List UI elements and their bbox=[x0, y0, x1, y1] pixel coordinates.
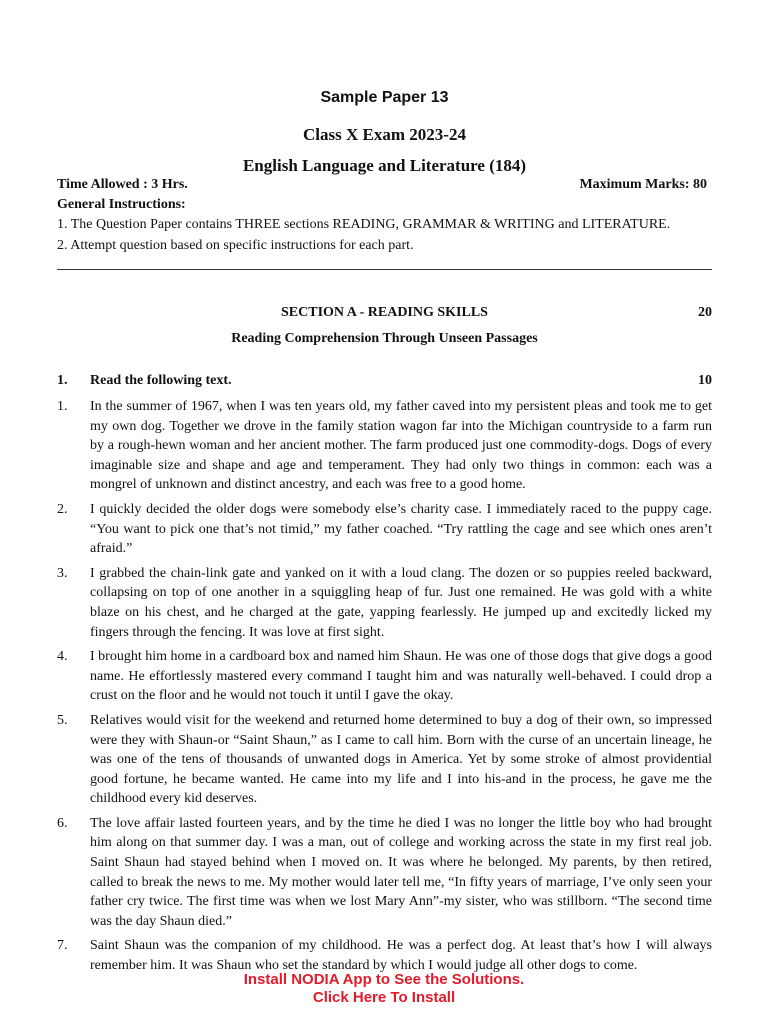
instruction-item: 2. Attempt question based on specific instructions for each part. bbox=[57, 238, 414, 253]
section-marks: 20 bbox=[698, 305, 712, 320]
paragraph-number: 6. bbox=[57, 815, 68, 831]
passage-paragraph bbox=[57, 711, 712, 809]
question-number: 1. bbox=[57, 373, 68, 388]
question-marks: 10 bbox=[698, 373, 712, 388]
passage-paragraph bbox=[57, 936, 712, 975]
install-app-banner[interactable] bbox=[0, 971, 768, 1007]
install-app-link[interactable]: Install NODIA App to See the Solutions. bbox=[243, 971, 525, 988]
click-here-install-link[interactable]: Click Here To Install bbox=[312, 989, 456, 1006]
paragraph-number: 7. bbox=[57, 938, 68, 954]
paragraph-text: Saint Shaun was the companion of my childhood. He was a perfect dog. At least that’s how I will always remember him. It was Shaun who set the standard by which I would judge all other dogs to come. bbox=[90, 938, 712, 974]
time-allowed: Time Allowed : 3 Hrs. bbox=[57, 177, 188, 192]
section-subtitle: Reading Comprehension Through Unseen Passages bbox=[231, 331, 538, 346]
paragraph-number: 4. bbox=[57, 649, 68, 665]
question-text: Read the following text. bbox=[90, 373, 232, 388]
divider-line bbox=[57, 269, 712, 270]
passage-paragraph bbox=[57, 564, 712, 642]
paper-title: Sample Paper 13 bbox=[320, 89, 449, 106]
exam-meta-row bbox=[57, 177, 707, 193]
paragraph-text: I brought him home in a cardboard box and named him Shaun. He was one of those dogs that give dogs a good name. He effortlessly mastered every command I taught him and was naturally well-behaved. I could drop a crust on the floor and he would not touch it until I gave the okay. bbox=[90, 649, 712, 704]
passage bbox=[57, 397, 712, 981]
subject-line: English Language and Literature (184) bbox=[242, 156, 527, 175]
paragraph-number: 2. bbox=[57, 501, 68, 517]
paragraph-number: 3. bbox=[57, 565, 68, 581]
passage-paragraph bbox=[57, 647, 712, 706]
exam-page bbox=[57, 0, 712, 1024]
paragraph-text: The love affair lasted fourteen years, and by the time he died I was no longer the little boy who had brought him along on that summer day. I was a man, out of college and working across the state in my first real job. Saint Shaun had stayed behind when I moved on. It was where he belonged. My parents, by then retired, called to break the news to me. My mother would later tell me, “In fifty years of marriage, I’ve only seen your father cry twice. The first time was when we lost Mary Ann”-my sister, who was stillborn. “The second time was the day Shaun died.” bbox=[90, 815, 712, 929]
paragraph-number: 5. bbox=[57, 712, 68, 728]
paragraph-text: I quickly decided the older dogs were somebody else’s charity case. I immediately raced to the puppy cage. “You want to pick one that’s not timid,” my father coached. “Try rattling the cage and see which ones aren’t afraid.” bbox=[90, 501, 712, 557]
paragraph-text: In the summer of 1967, when I was ten years old, my father caved into my persistent pleas and took me to get my own dog. Together we drove in the family station wagon far into the Michigan countryside to a farm run by a rough-hewn woman and her ancient mother. The farm produced just one commodity-dogs. Dogs of every imaginable size and shape and age and temperament. They had only two things in common: each was a mongrel of unknown and distinct ancestry, and each was free to a good home. bbox=[90, 399, 712, 493]
passage-paragraph bbox=[57, 814, 712, 932]
paragraph-text: I grabbed the chain-link gate and yanked on it with a loud clang. The dozen or so puppies reeled backward, collapsing on top of one another in a squiggling heap of fur. Just one remained. He was gold with a white blaze on his chest, and he charged at the gate, yapping fearlessly. He jumped up and excitedly licked my fingers through the fencing. It was love at first sight. bbox=[90, 565, 712, 640]
class-line: Class X Exam 2023-24 bbox=[303, 125, 466, 144]
maximum-marks: Maximum Marks: 80 bbox=[579, 177, 707, 192]
instruction-item: 1. The Question Paper contains THREE sections READING, GRAMMAR & WRITING and LITERATURE. bbox=[57, 217, 671, 232]
section-title: SECTION A - READING SKILLS bbox=[281, 305, 488, 320]
paragraph-number: 1. bbox=[57, 399, 68, 414]
paragraph-text: Relatives would visit for the weekend and returned home determined to buy a dog of their own, so impressed were they with Shaun-or “Saint Shaun,” as I came to call him. Born with the curse of an uncertain lineage, he was one of the tens of thousands of unwanted dogs in America. Yet by some stroke of almost providential good fortune, he became wanted. He came into my life and I into his-and in the process, he gave me the childhood every kid deserves. bbox=[90, 712, 712, 807]
general-instructions-heading: General Instructions: bbox=[57, 197, 186, 212]
passage-paragraph bbox=[57, 397, 712, 495]
passage-paragraph bbox=[57, 500, 712, 559]
